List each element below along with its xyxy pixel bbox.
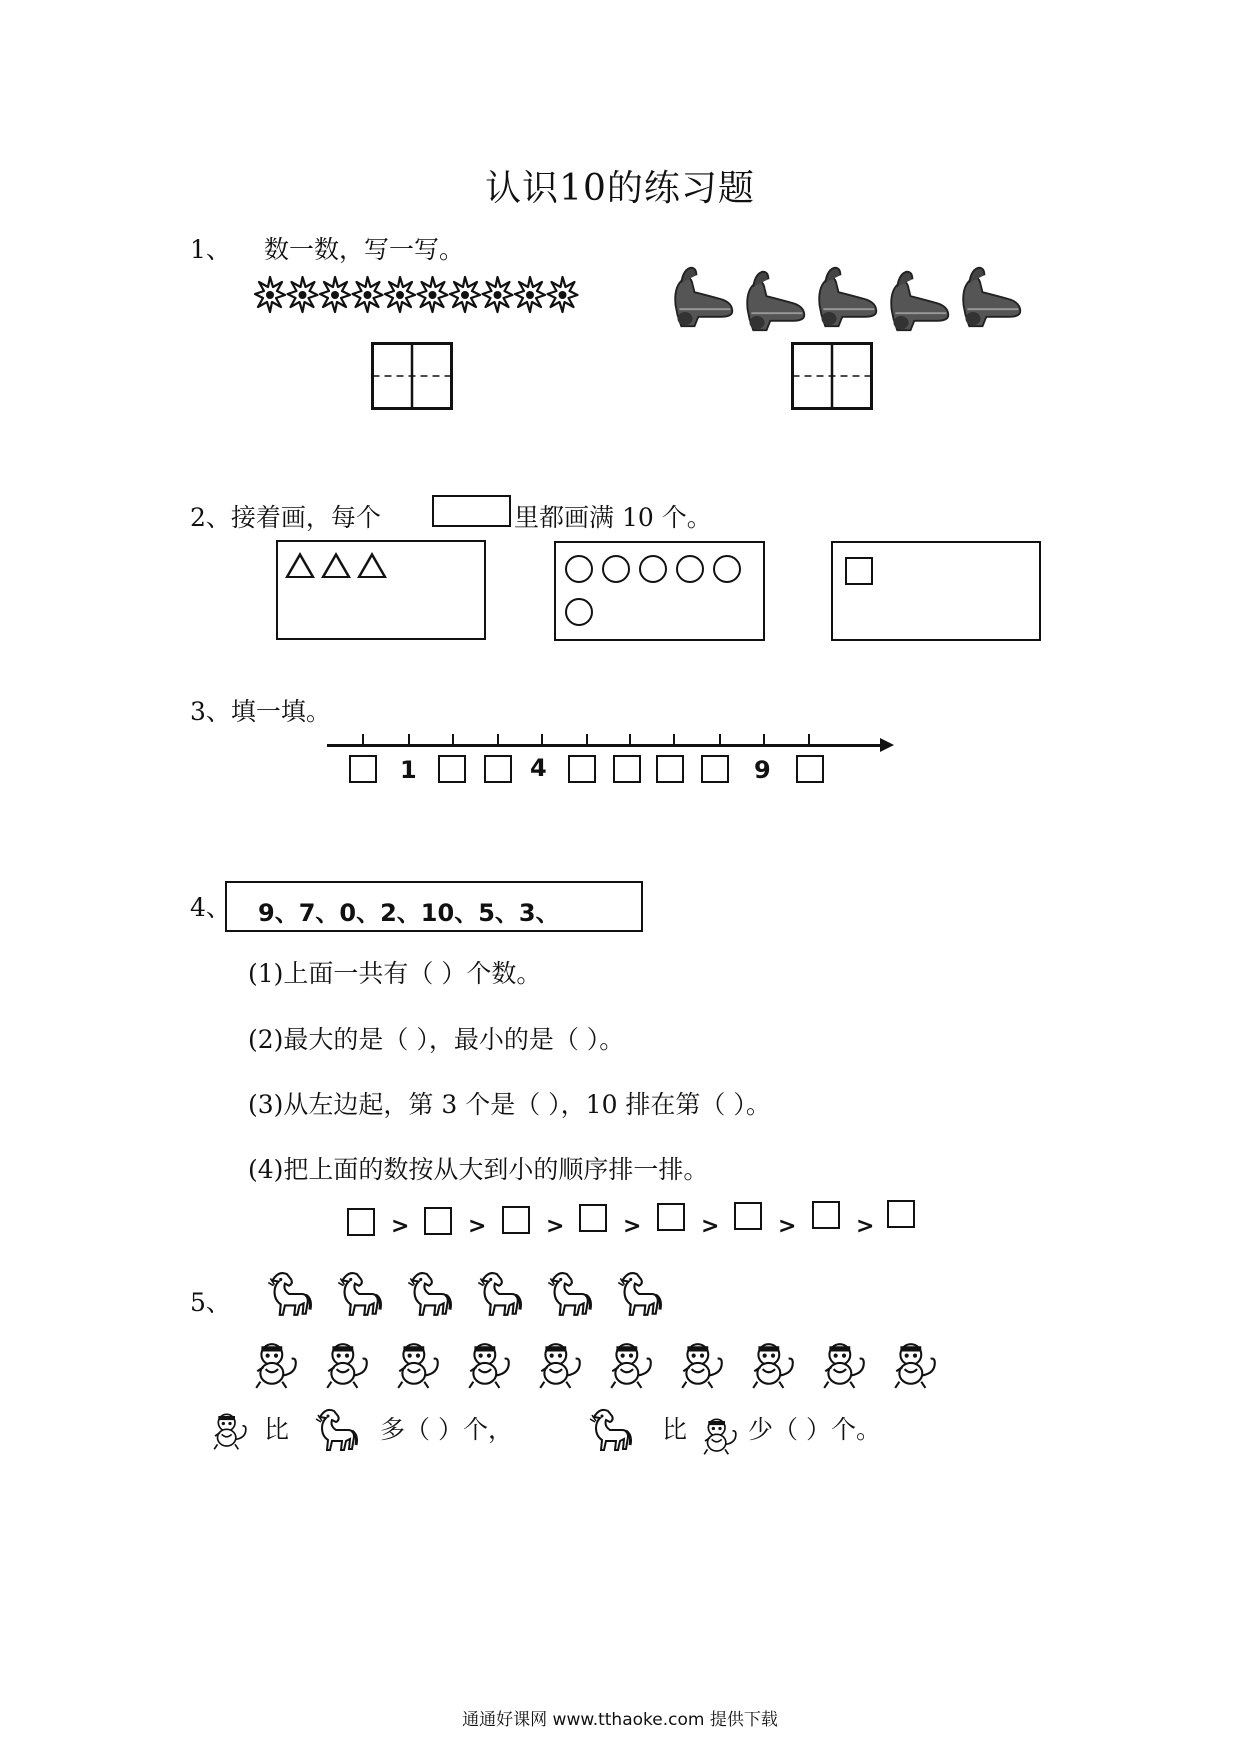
monkey-icon-shape: [611, 1344, 651, 1388]
triangle-icon: [357, 552, 387, 578]
tick-mark: [763, 734, 765, 746]
tick-mark: [541, 734, 543, 746]
order-blank[interactable]: [502, 1206, 530, 1234]
number-blank[interactable]: [701, 755, 729, 783]
monkey-icon: [532, 1340, 588, 1390]
number-blank[interactable]: [349, 755, 377, 783]
q3-instruction: 3、填一填。: [190, 697, 331, 726]
number-line: [327, 744, 887, 747]
monkey-icon-shape: [540, 1344, 580, 1388]
tick-mark: [497, 734, 499, 746]
q1-answer-box-left[interactable]: [371, 342, 453, 410]
shoe-group: [668, 262, 1038, 334]
monkey-icon: [210, 1407, 250, 1455]
tick-mark: [629, 734, 631, 746]
circle-icon: [602, 555, 630, 583]
q2-instruction-suffix: 里都画满 10 个。: [514, 503, 712, 532]
tick-mark: [408, 734, 410, 746]
greater-than-sign: >: [468, 1214, 487, 1239]
monkey-icon-shape: [895, 1344, 935, 1388]
shoe-icon: [747, 272, 804, 331]
q2-box-squares[interactable]: [831, 541, 1041, 641]
greater-than-sign: >: [623, 1214, 642, 1239]
number-blank[interactable]: [656, 755, 684, 783]
monkey-icon: [816, 1340, 872, 1390]
page-title: 认识10的练习题: [485, 168, 755, 209]
number-blank[interactable]: [484, 755, 512, 783]
tick-mark: [586, 734, 588, 746]
q2-box-circles[interactable]: [554, 541, 765, 641]
number-label: 1: [400, 756, 417, 784]
q1-answer-box-right[interactable]: [791, 342, 873, 410]
circle-icon: [565, 555, 593, 583]
q2-sample-box: [432, 495, 511, 527]
horse-icon: [584, 1405, 632, 1455]
tick-mark: [719, 734, 721, 746]
shoe-icon: [675, 268, 732, 327]
order-blank[interactable]: [734, 1202, 762, 1230]
order-blank[interactable]: [657, 1203, 685, 1231]
number-label: 9: [754, 756, 771, 784]
q1-number: 1、: [190, 235, 231, 264]
flower-icon: [483, 277, 513, 312]
monkey-icon-shape: [256, 1344, 296, 1388]
flower-icon: [288, 277, 318, 312]
q4-numbers: 9、7、0、2、10、5、3、: [258, 899, 560, 927]
monkey-icon-shape: [398, 1344, 438, 1388]
shoe-icon: [819, 268, 876, 327]
q4-sub2: (2)最大的是（ ），最小的是（ ）。: [248, 1025, 625, 1054]
q4-sub1: (1)上面一共有（ ）个数。: [248, 959, 542, 988]
horse-icon-shape: [338, 1273, 380, 1315]
number-blank[interactable]: [796, 755, 824, 783]
q4-number: 4、: [190, 893, 231, 922]
horse-icon: [332, 1268, 382, 1320]
horse-icon: [262, 1268, 312, 1320]
shoe-icon: [891, 272, 948, 331]
circle-icon: [565, 598, 593, 626]
monkey-icon: [700, 1412, 740, 1460]
monkey-icon: [390, 1340, 446, 1390]
horse-icon: [402, 1268, 452, 1320]
q1-instruction: 数一数，写一写。: [264, 235, 465, 264]
footer-text: 通通好课网 www.tthaoke.com 提供下载: [462, 1710, 778, 1730]
monkey-icon-shape: [327, 1344, 367, 1388]
flower-icon: [548, 277, 578, 312]
monkey-icon-shape: [469, 1344, 509, 1388]
flower-icon: [450, 277, 480, 312]
greater-than-sign: >: [701, 1214, 720, 1239]
horse-icon: [542, 1268, 592, 1320]
q5-word-bi: 比: [662, 1415, 688, 1444]
greater-than-sign: >: [778, 1214, 797, 1239]
monkey-icon-shape: [682, 1344, 722, 1388]
monkey-icon: [603, 1340, 659, 1390]
q4-numbers-box: [225, 881, 643, 932]
shoe-icon: [963, 268, 1020, 327]
greater-than-sign: >: [546, 1214, 565, 1239]
monkey-icon: [461, 1340, 517, 1390]
monkey-icon: [319, 1340, 375, 1390]
horse-icon-shape: [478, 1273, 520, 1315]
monkey-icon: [674, 1340, 730, 1390]
flower-icon: [385, 277, 415, 312]
monkey-icon: [248, 1340, 304, 1390]
arrow-right-icon: [880, 738, 894, 752]
greater-than-sign: >: [856, 1214, 875, 1239]
q4-sub4: (4)把上面的数按从大到小的顺序排一排。: [248, 1155, 709, 1184]
q2-instruction-prefix: 2、接着画，每个: [190, 503, 381, 532]
tick-mark: [362, 734, 364, 746]
circle-icon: [639, 555, 667, 583]
q4-sub3: (3)从左边起，第 3 个是（ ），10 排在第（ ）。: [248, 1090, 771, 1119]
horse-icon-shape: [548, 1273, 590, 1315]
order-blank[interactable]: [579, 1204, 607, 1232]
number-blank[interactable]: [613, 755, 641, 783]
tick-mark: [452, 734, 454, 746]
tick-mark: [808, 734, 810, 746]
order-blank[interactable]: [887, 1200, 915, 1228]
order-blank[interactable]: [812, 1201, 840, 1229]
triangle-icon: [321, 552, 351, 578]
tick-mark: [673, 734, 675, 746]
greater-than-sign: >: [391, 1214, 410, 1239]
monkey-icon: [887, 1340, 943, 1390]
horse-icon-shape: [618, 1273, 660, 1315]
q5-less-blank[interactable]: 少（ ）个。: [748, 1415, 881, 1444]
circle-icon: [713, 555, 741, 583]
monkey-icon: [745, 1340, 801, 1390]
q5-word-bi: 比: [264, 1415, 290, 1444]
q5-more-blank[interactable]: 多（ ）个，: [380, 1415, 513, 1444]
horse-icon-shape: [408, 1273, 450, 1315]
q2-box-triangles[interactable]: [276, 540, 486, 640]
square-icon: [845, 557, 873, 585]
flower-icon: [353, 277, 383, 312]
number-label: 4: [530, 754, 547, 782]
number-blank[interactable]: [568, 755, 596, 783]
order-blank[interactable]: [347, 1208, 375, 1236]
number-blank[interactable]: [438, 755, 466, 783]
flower-group: [254, 270, 594, 320]
order-blank[interactable]: [424, 1207, 452, 1235]
horse-icon: [612, 1268, 662, 1320]
q5-number: 5、: [190, 1288, 231, 1317]
triangle-icon: [285, 552, 315, 578]
horse-icon: [310, 1405, 358, 1455]
flower-icon: [320, 277, 350, 312]
flower-icon: [255, 277, 285, 312]
horse-icon: [472, 1268, 522, 1320]
flower-icon: [515, 277, 545, 312]
circle-icon: [676, 555, 704, 583]
horse-icon-shape: [268, 1273, 310, 1315]
monkey-icon-shape: [753, 1344, 793, 1388]
monkey-icon-shape: [824, 1344, 864, 1388]
flower-icon: [418, 277, 448, 312]
